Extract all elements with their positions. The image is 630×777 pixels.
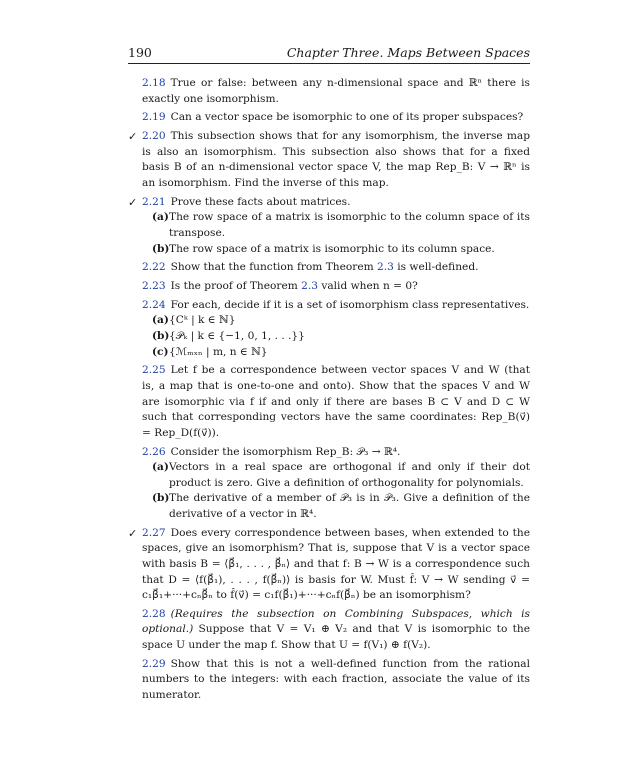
exercise-2-18: [142, 76, 530, 107]
theorem-link[interactable]: 2.3: [377, 261, 394, 274]
part-label: (b): [152, 330, 170, 343]
page-header: [128, 44, 530, 64]
part-text: {𝒫ₖ | k ∈ {−1, 0, 1, . . .}}: [169, 330, 305, 343]
exercise-number[interactable]: 2.22: [142, 261, 166, 274]
exercise-number[interactable]: 2.19: [142, 111, 166, 124]
exercise-text: Can a vector space be isomorphic to one of its proper subspaces?: [170, 111, 524, 124]
exercise-number[interactable]: 2.21: [142, 195, 166, 208]
part-text: The row space of a matrix is isomorphic to its column space.: [169, 242, 495, 255]
part-text: {ℳₘₓₙ | m, n ∈ ℕ}: [169, 345, 268, 358]
theorem-link[interactable]: 2.3: [301, 280, 318, 293]
part-text: Vectors in a real space are orthogonal if and only if their dot product is zero. Give a definition of orthogonality for polynomials.: [169, 461, 530, 489]
exercise-text: Suppose that V = V₁ ⊕ V₂ and that V is isomorphic to the space U under the map f. Show that U = f(V₁) ⊕ f(V₂).: [142, 623, 530, 652]
part-label: (a): [152, 314, 169, 327]
exercise-text: Does every correspondence between bases, when extended to the spaces, give an isomorphism? That is, suppose that V is a vector space with basis B = ⟨β⃗₁, . . . , β⃗ₙ⟩ and that f: B → W is a correspondence such that D = ⟨f(β⃗₁), . . . , f(β⃗ₙ)⟩ is basis for W. Must f̂: V → W sending v⃗ = c₁β⃗₁+···+cₙβ⃗ₙ to f̂(v⃗) = c₁f(β⃗₁)+···+cₙf(β⃗ₙ) be an isomorphism?: [142, 526, 530, 602]
exercise-text: Is the proof of Theorem: [170, 280, 302, 293]
exercise-2-21: [128, 195, 530, 257]
chapter-title: Chapter Three. Maps Between Spaces: [286, 45, 530, 60]
exercise-number[interactable]: 2.24: [142, 298, 166, 311]
exercise-text: valid when n = 0?: [318, 280, 418, 293]
exercise-part: [142, 210, 530, 241]
exercise-number[interactable]: 2.27: [142, 526, 166, 539]
part-text: {Cᵏ | k ∈ ℕ}: [169, 314, 236, 327]
exercise-number[interactable]: 2.20: [142, 130, 166, 143]
exercise-number[interactable]: 2.23: [142, 280, 166, 293]
exercise-2-22: [142, 260, 530, 276]
exercise-part: [142, 242, 530, 258]
exercise-2-26: [142, 445, 530, 523]
exercise-text: Prove these facts about matrices.: [170, 195, 351, 208]
exercise-text: Show that the function from Theorem: [170, 261, 377, 274]
exercise-2-29: [142, 657, 530, 704]
exercise-number[interactable]: 2.18: [142, 77, 166, 89]
exercise-part: [142, 329, 530, 345]
checkmark-icon: ✓: [128, 526, 138, 540]
exercise-text: For each, decide if it is a set of isomorphism class representatives.: [170, 298, 530, 311]
exercise-2-24: [142, 298, 530, 360]
exercise-2-20: [128, 129, 530, 191]
exercise-text: Show that this is not a well-defined function from the rational numbers to the integers: with each fraction, associate the value of its numerator.: [142, 657, 530, 702]
exercise-number[interactable]: 2.28: [142, 607, 166, 620]
part-label: (b): [152, 242, 170, 255]
part-text: The row space of a matrix is isomorphic to the column space of its transpose.: [169, 211, 530, 239]
exercise-text: is well-defined.: [393, 261, 479, 274]
exercise-2-27: [128, 526, 530, 604]
part-label: (a): [152, 211, 169, 224]
exercise-text: Let f be a correspondence between vector spaces V and W (that is, a map that is one-to-one and onto). Show that the spaces V and W are isomorphic via f if and only if there are bases B ⊂ V and D ⊂ W such that corresponding vectors have the same coordinates: Rep_B(v⃗) = Rep_D(f(v⃗)).: [142, 364, 530, 439]
part-label: (b): [152, 492, 170, 505]
exercise-text: This subsection shows that for any isomorphism, the inverse map is also an isomorphism. This subsection also shows that for a fixed basis B of an n-dimensional vector space V, the map Rep_B: V → ℝⁿ is an isomorphism. Find the inverse of this map.: [142, 130, 530, 189]
exercise-text: Consider the isomorphism Rep_B: 𝒫₃ → ℝ⁴.: [170, 445, 401, 458]
exercise-text: True or false: between any n-dimensional space and ℝⁿ there is exactly one isomorphism.: [142, 77, 530, 105]
exercise-2-28: [142, 607, 530, 654]
exercise-2-19: [142, 110, 530, 126]
header-rule: [128, 63, 530, 64]
part-label: (a): [152, 461, 169, 474]
exercise-2-23: [142, 279, 530, 295]
part-label: (c): [152, 345, 169, 358]
exercise-number[interactable]: 2.29: [142, 657, 166, 670]
exercise-note: (Requires the subsection on Combining Subspaces, which is optional.): [142, 607, 530, 636]
exercise-number[interactable]: 2.25: [142, 364, 166, 377]
part-text: The derivative of a member of 𝒫₃ is in 𝒫₃. Give a definition of the derivative of a vector in ℝ⁴.: [169, 492, 530, 520]
checkmark-icon: ✓: [128, 195, 138, 209]
exercise-2-25: [142, 363, 530, 441]
exercise-number[interactable]: 2.26: [142, 445, 166, 458]
exercise-part: [142, 313, 530, 329]
page-number: 190: [128, 45, 152, 60]
exercise-part: [142, 460, 530, 491]
exercise-part: [142, 345, 530, 361]
exercise-list: [128, 76, 530, 707]
exercise-part: [142, 491, 530, 522]
checkmark-icon: ✓: [128, 130, 138, 144]
